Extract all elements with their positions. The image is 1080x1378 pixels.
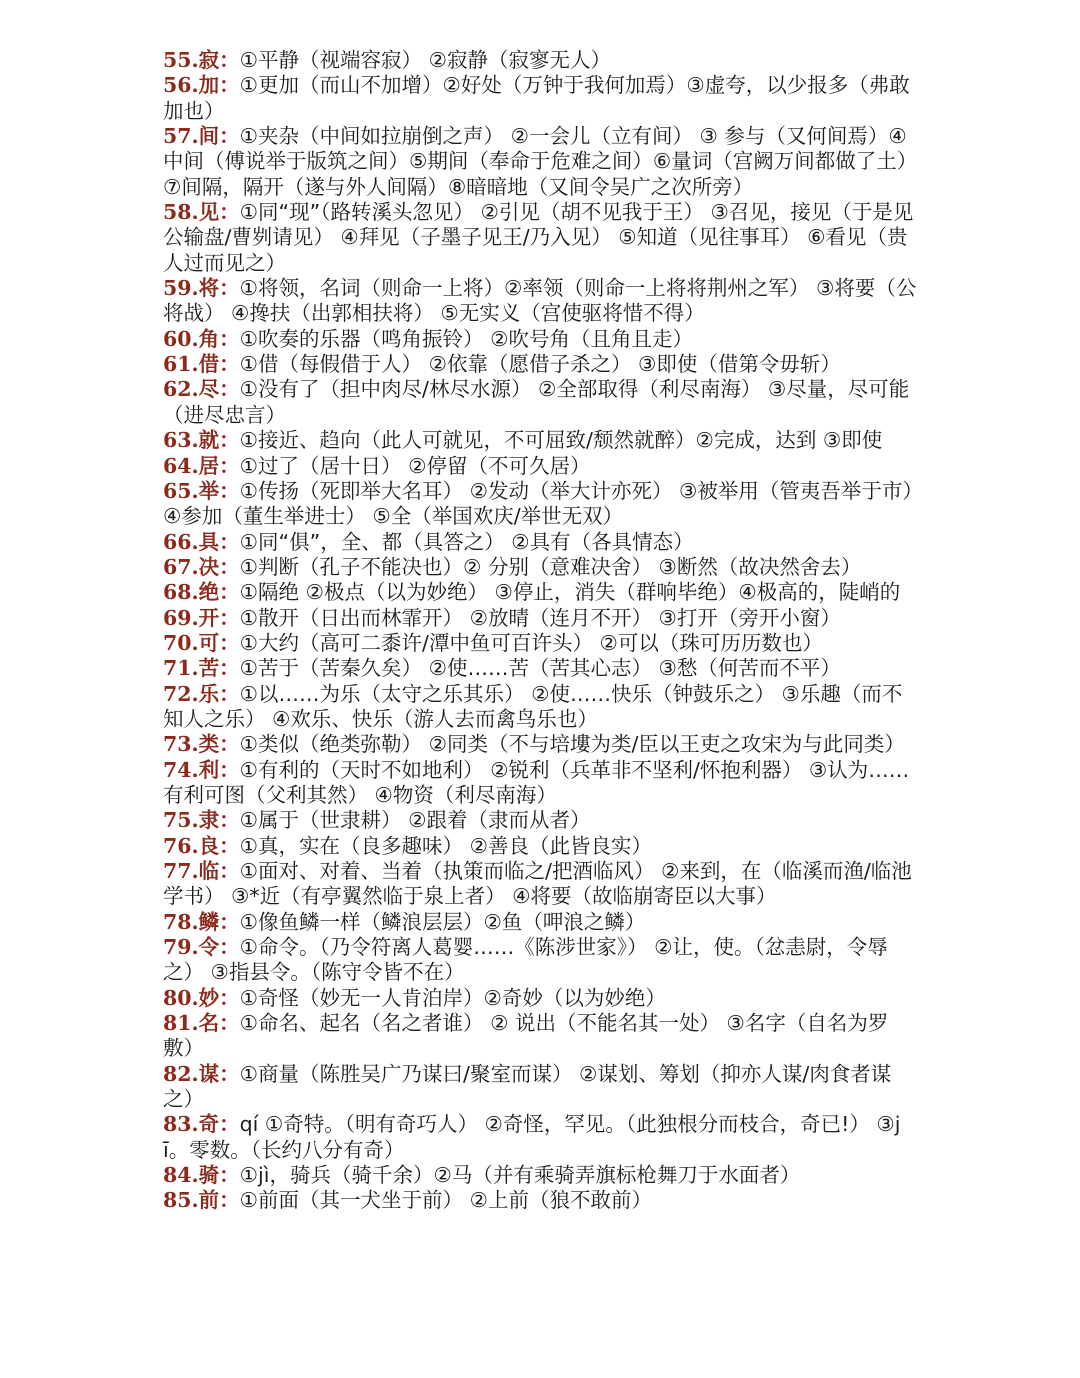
entry-head: 83.奇： bbox=[163, 1112, 240, 1137]
entry-head: 82.谋： bbox=[163, 1061, 240, 1086]
entry-text: ①过了（居十日） ②停留（不可久居） bbox=[239, 453, 591, 478]
entry-text: ①更加（而山不加增）②好处（万钟于我何加焉）③虚夸，以少报多（弗敢加也） bbox=[163, 73, 910, 123]
entry-81 bbox=[163, 1011, 919, 1062]
entry-text: qí ①奇特。（明有奇巧人） ②奇怪，罕见。（此独根分而枝合，奇已!） ③jī。零数。（长约八分有奇） bbox=[163, 1112, 901, 1162]
entry-79 bbox=[163, 935, 919, 986]
entry-text: ①借（每假借于人） ②依靠（愿借子杀之） ③即使（借第令毋斩） bbox=[239, 352, 841, 377]
entry-head: 76.良： bbox=[163, 833, 240, 858]
entry-73 bbox=[163, 732, 919, 757]
entry-58 bbox=[163, 200, 919, 276]
entry-head: 55.寂： bbox=[163, 48, 240, 72]
entry-69 bbox=[163, 606, 919, 631]
entry-text: ①夹杂（中间如拉崩倒之声） ②一会儿（立有间） ③ 参与（又何间焉）④中间（傅说举于版筑之间）⑤期间（奉命于危难之间）⑥量词（宫阙万间都做了土）⑦间隔，隔开（遂与外人间隔）⑧暗暗地（又间令吴广之次所旁） bbox=[163, 124, 918, 199]
entry-text: ①没有了（担中肉尽/林尽水源） ②全部取得（利尽南海） ③尽量，尽可能（进尽忠言） bbox=[163, 377, 910, 427]
vocabulary-list bbox=[163, 48, 919, 1214]
entry-text: ①判断（孔子不能决也）② 分别（意难决舍） ③断然（故决然舍去） bbox=[239, 554, 862, 579]
entry-head: 77.临： bbox=[163, 859, 240, 883]
entry-head: 73.类： bbox=[163, 732, 240, 757]
entry-text: ①类似（绝类弥勒） ②同类（不与培塿为类/臣以王吏之攻宋为与此同类） bbox=[239, 732, 905, 757]
entry-head: 61.借： bbox=[163, 352, 240, 377]
entry-text: ①商量（陈胜吴广乃谋曰/聚室而谋） ②谋划、筹划（抑亦人谋/肉食者谋之） bbox=[163, 1061, 892, 1112]
entry-text: ①接近、趋向（此人可就见，不可屈致/颓然就醉）②完成，达到 ③即使 bbox=[239, 428, 883, 453]
entry-head: 67.决： bbox=[163, 554, 240, 579]
entry-76 bbox=[163, 834, 919, 859]
entry-62 bbox=[163, 377, 919, 428]
entry-head: 84.骑： bbox=[163, 1163, 240, 1188]
entry-66 bbox=[163, 530, 919, 555]
entry-85 bbox=[163, 1188, 919, 1213]
entry-61 bbox=[163, 352, 919, 377]
entry-head: 63.就： bbox=[163, 428, 240, 453]
entry-82 bbox=[163, 1062, 919, 1113]
entry-head: 85.前： bbox=[163, 1188, 240, 1213]
entry-head: 79.令： bbox=[163, 935, 240, 960]
entry-text: ①以……为乐（太守之乐其乐） ②使……快乐（钟鼓乐之） ③乐趣（而不知人之乐） ④欢乐、快乐（游人去而禽鸟乐也） bbox=[163, 681, 903, 731]
entry-65 bbox=[163, 479, 919, 530]
entry-head: 69.开： bbox=[163, 605, 240, 630]
entry-head: 65.举： bbox=[163, 478, 240, 503]
entry-head: 72.乐： bbox=[163, 681, 240, 706]
entry-text: ①jì，骑兵（骑千余）②马（并有乘骑弄旗标枪舞刀于水面者） bbox=[239, 1163, 801, 1188]
entry-text: ①真，实在（良多趣味） ②善良（此皆良实） bbox=[239, 833, 652, 858]
entry-68 bbox=[163, 580, 919, 605]
entry-head: 66.具： bbox=[163, 529, 240, 554]
entry-84 bbox=[163, 1163, 919, 1188]
entry-64 bbox=[163, 454, 919, 479]
entry-head: 58.见： bbox=[163, 200, 240, 225]
entry-text: ①同“现”（路转溪头忽见） ②引见（胡不见我于王） ③召见，接见（于是见公输盘/曹刿请见） ④拜见（子墨子见王/乃入见） ⑤知道（见往事耳） ⑥看见（贵人过而见之） bbox=[163, 200, 914, 275]
entry-59 bbox=[163, 276, 919, 327]
entry-head: 60.角： bbox=[163, 326, 240, 351]
entry-70 bbox=[163, 631, 919, 656]
entry-text: ①前面（其一犬坐于前） ②上前（狼不敢前） bbox=[239, 1188, 652, 1213]
entry-57 bbox=[163, 124, 919, 200]
entry-77 bbox=[163, 859, 919, 910]
entry-text: ①传扬（死即举大名耳） ②发动（举大计亦死） ③被举用（管夷吾举于市）④参加（董生举进士） ⑤全（举国欢庆/举世无双） bbox=[163, 478, 913, 529]
entry-83 bbox=[163, 1112, 919, 1163]
entry-78 bbox=[163, 910, 919, 935]
entry-head: 62.尽： bbox=[163, 377, 240, 402]
entry-text: ①大约（高可二黍许/潭中鱼可百许头） ②可以（珠可历历数也） bbox=[239, 630, 823, 655]
entry-head: 70.可： bbox=[163, 630, 240, 655]
entry-56 bbox=[163, 73, 919, 124]
entry-head: 64.居： bbox=[163, 453, 240, 478]
entry-55 bbox=[163, 48, 919, 73]
entry-text: ①奇怪（妙无一人肯泊岸）②奇妙（以为妙绝） bbox=[239, 985, 666, 1010]
entry-head: 56.加： bbox=[163, 73, 240, 98]
entry-63 bbox=[163, 428, 919, 453]
entry-head: 74.利： bbox=[163, 757, 240, 782]
entry-71 bbox=[163, 656, 919, 681]
entry-text: ①命令。（乃令符离人葛婴……《陈涉世家》） ②让，使。（忿恚尉，令辱之） ③指县令。（陈守令皆不在） bbox=[163, 935, 888, 985]
entry-text: ①吹奏的乐器（鸣角振铃） ②吹号角（且角且走） bbox=[239, 326, 693, 351]
entry-head: 68.绝： bbox=[163, 580, 240, 605]
entry-head: 80.妙： bbox=[163, 985, 240, 1010]
entry-text: ①命名、起名（名之者谁） ② 说出（不能名其一处） ③名字（自名为罗敷） bbox=[163, 1011, 889, 1061]
entry-text: ①隔绝 ②极点（以为妙绝） ③停止，消失（群响毕绝）④极高的，陡峭的 bbox=[239, 580, 901, 605]
entry-text: ①面对、对着、当着（执策而临之/把酒临风） ②来到，在（临溪而渔/临池学书） ③*近（有亭翼然临于泉上者） ④将要（故临崩寄臣以大事） bbox=[163, 859, 912, 909]
entry-text: ①属于（世隶耕） ②跟着（隶而从者） bbox=[239, 808, 591, 833]
entry-head: 59.将： bbox=[163, 276, 240, 301]
entry-text: ①同“俱”，全、都（具答之） ②具有（各具情态） bbox=[239, 529, 694, 554]
entry-text: ①散开（日出而林霏开） ②放晴（连月不开） ③打开（旁开小窗） bbox=[239, 605, 841, 630]
entry-text: ①平静（视端容寂） ②寂静（寂寥无人） bbox=[239, 48, 611, 72]
entry-72 bbox=[163, 682, 919, 733]
entry-80 bbox=[163, 986, 919, 1011]
entry-head: 75.隶： bbox=[163, 808, 240, 833]
entry-head: 78.鳞： bbox=[163, 909, 240, 934]
entry-text: ①将领，名词（则命一上将）②率领（则命一上将将荆州之军） ③将要（公将战） ④搀扶（出郭相扶将） ⑤无实义（宫使驱将惜不得） bbox=[163, 276, 917, 326]
entry-text: ①苦于（苦秦久矣） ②使……苦（苦其心志） ③愁（何苦而不平） bbox=[239, 656, 841, 681]
entry-text: ①有利的（天时不如地利） ②锐利（兵革非不坚利/怀抱利器） ③认为……有利可图（父利其然） ④物资（利尽南海） bbox=[163, 757, 910, 807]
entry-head: 57.间： bbox=[163, 124, 240, 149]
entry-head: 71.苦： bbox=[163, 656, 240, 681]
entry-head: 81.名： bbox=[163, 1011, 240, 1036]
entry-75 bbox=[163, 808, 919, 833]
entry-67 bbox=[163, 555, 919, 580]
entry-74 bbox=[163, 758, 919, 809]
entry-60 bbox=[163, 327, 919, 352]
entry-text: ①像鱼鳞一样（鳞浪层层）②鱼（呷浪之鳞） bbox=[239, 909, 646, 934]
